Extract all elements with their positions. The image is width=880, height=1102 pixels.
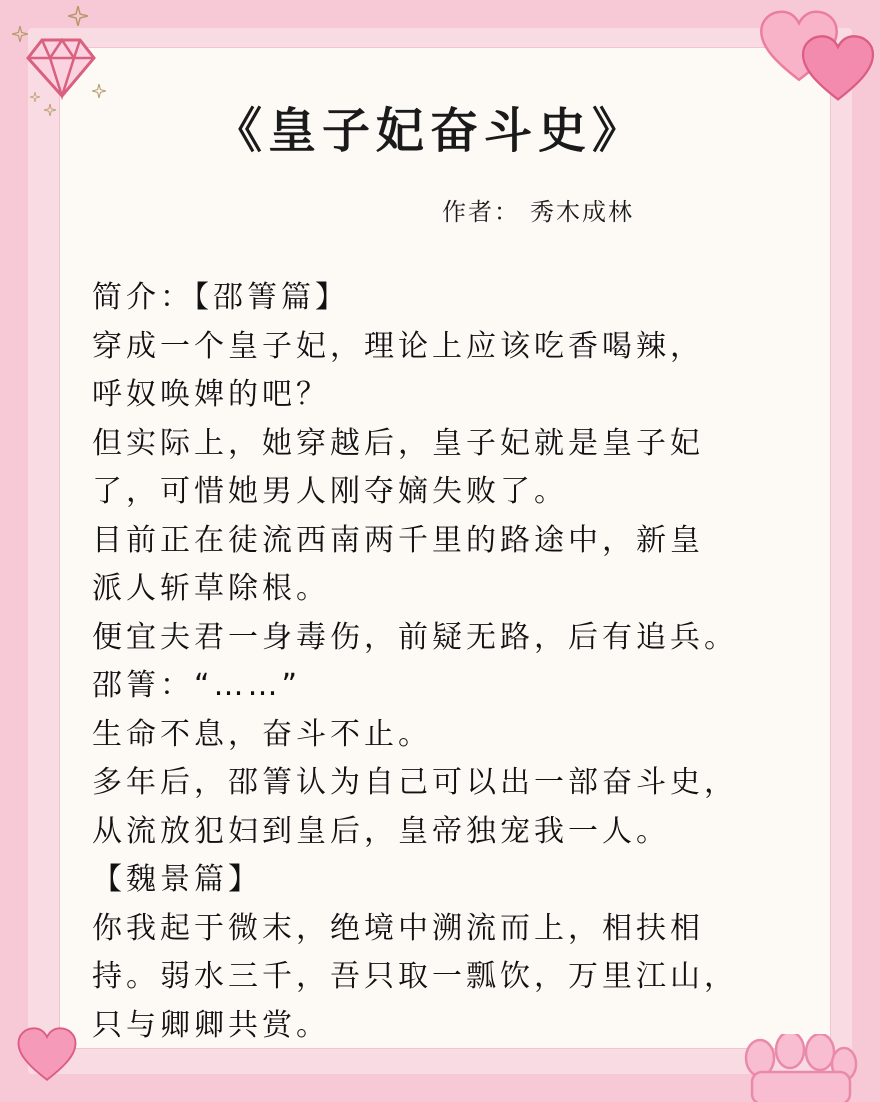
- text-line: 便宜夫君一身毒伤，前疑无路，后有追兵。: [92, 619, 738, 655]
- text-line: 只与卿卿共赏。: [92, 1007, 330, 1043]
- text-line: 简介：【邵箐篇】: [92, 280, 349, 315]
- text-line: 呼奴唤婢的吧？: [92, 377, 330, 412]
- text-line: 【魏景篇】: [92, 862, 262, 897]
- diamond-icon: [22, 22, 102, 102]
- sparkle-icon: [68, 6, 88, 26]
- text-line: 穿成一个皇子妃，理论上应该吃香喝辣，: [92, 328, 704, 364]
- text-line: 邵箐：“……”: [92, 668, 302, 703]
- text-line: 了，可惜她男人刚夺嫡失败了。: [92, 474, 568, 509]
- text-line: 从流放犯妇到皇后，皇帝独宠我一人。: [92, 813, 670, 849]
- author-name: 秀木成林: [530, 198, 634, 226]
- heart-icon: [16, 1026, 78, 1084]
- author-label: 作者：: [442, 198, 520, 226]
- book-title: 《皇子妃奋斗史》: [213, 103, 646, 159]
- sparkle-icon: [12, 26, 28, 42]
- text-line: 但实际上，她穿越后，皇子妃就是皇子妃: [92, 425, 704, 461]
- text-line: 派人斩草除根。: [92, 571, 330, 606]
- text-line: 目前正在徒流西南两千里的路途中，新皇: [92, 522, 704, 558]
- synopsis-text: [92, 274, 822, 1050]
- author-line: [442, 192, 634, 227]
- text-line: 生命不息，奋斗不止。: [92, 716, 432, 752]
- text-line: 多年后，邵箐认为自己可以出一部奋斗史，: [92, 765, 738, 800]
- text-line: 持。弱水三千，吾只取一瓢饮，万里江山，: [92, 959, 738, 994]
- text-line: 你我起于微末，绝境中溯流而上，相扶相: [92, 910, 704, 946]
